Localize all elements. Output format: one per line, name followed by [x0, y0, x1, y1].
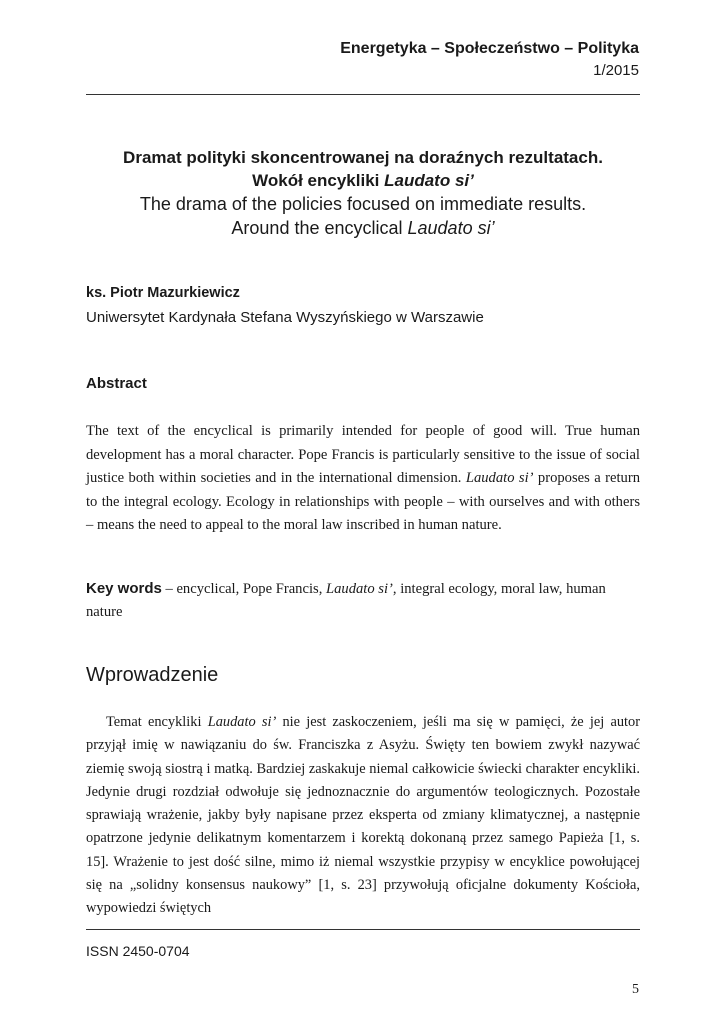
author-name: ks. Piotr Mazurkiewicz — [86, 285, 240, 301]
abstract-text: The text of the encyclical is primarily intended for people of good will. True human development has a moral character. Pope Francis is particularly sensitive to the issue of social justice both within societies and in the international dimension. Laudato si’ proposes a return to the integral ecology. Ecology in relationships with people – with ourselves and with others – means the need to appeal to the moral law inscribed in human nature. — [86, 423, 640, 533]
keywords-label: Key words — [86, 580, 162, 597]
journal-title: Energetyka – Społeczeństwo – Polityka — [340, 40, 639, 57]
author-affiliation: Uniwersytet Kardynała Stefana Wyszyńskiego w Warszawie — [86, 309, 484, 326]
article-title — [86, 146, 640, 240]
abstract-heading: Abstract — [86, 375, 147, 392]
issue-number: 1/2015 — [593, 62, 639, 79]
title-english-line2: Around the encyclical Laudato si’ — [231, 218, 495, 238]
footer-rule — [86, 929, 640, 930]
introduction-text: Temat encykliki Laudato si’ nie jest zaskoczeniem, jeśli ma się w pamięci, że jej autor przyjął imię w nawiązaniu do św. Franciszka z Asyżu. Święty ten bowiem zwykł nazywać ziemię swoją siostrą i matką. Bardziej zaskakuje niemal całkowicie świecki charakter encykliki. Jedynie drugi rozdział odwołuje się jednoznacznie do argumentów teologicznych. Pozostałe sprawiają wrażenie, jakby były napisane przez eksperta od zmiany klimatycznej, a następnie opatrzone jedynie delikatnym komentarzem i korektą dokonaną przez samego Papieża [1, s. 15]. Wrażenie to jest dość silne, mimo iż niemal wszystkie przypisy w encyklice powołującej się na „solidny konsensus naukowy” [1, s. 23] przywołują oficjalne dokumenty Kościoła, wypowiedzi świętych — [86, 714, 641, 917]
title-polish-line1: Dramat polityki skoncentrowanej na doraźnych rezultatach. — [123, 148, 603, 167]
title-english-line1: The drama of the policies focused on immediate results. — [139, 194, 587, 214]
keywords: Key words – encyclical, Pope Francis, Laudato si’, integral ecology, moral law, human nature — [86, 580, 606, 620]
title-polish-line2: Wokół encykliki Laudato si’ — [252, 171, 474, 190]
title-english-italic: Laudato si’ — [407, 218, 495, 238]
section-heading-introduction: Wprowadzenie — [86, 664, 219, 686]
header-rule — [86, 94, 640, 95]
issn: ISSN 2450-0704 — [86, 943, 190, 959]
running-header — [340, 38, 639, 82]
page-number: 5 — [632, 982, 639, 997]
title-polish-italic: Laudato si’ — [384, 171, 474, 190]
